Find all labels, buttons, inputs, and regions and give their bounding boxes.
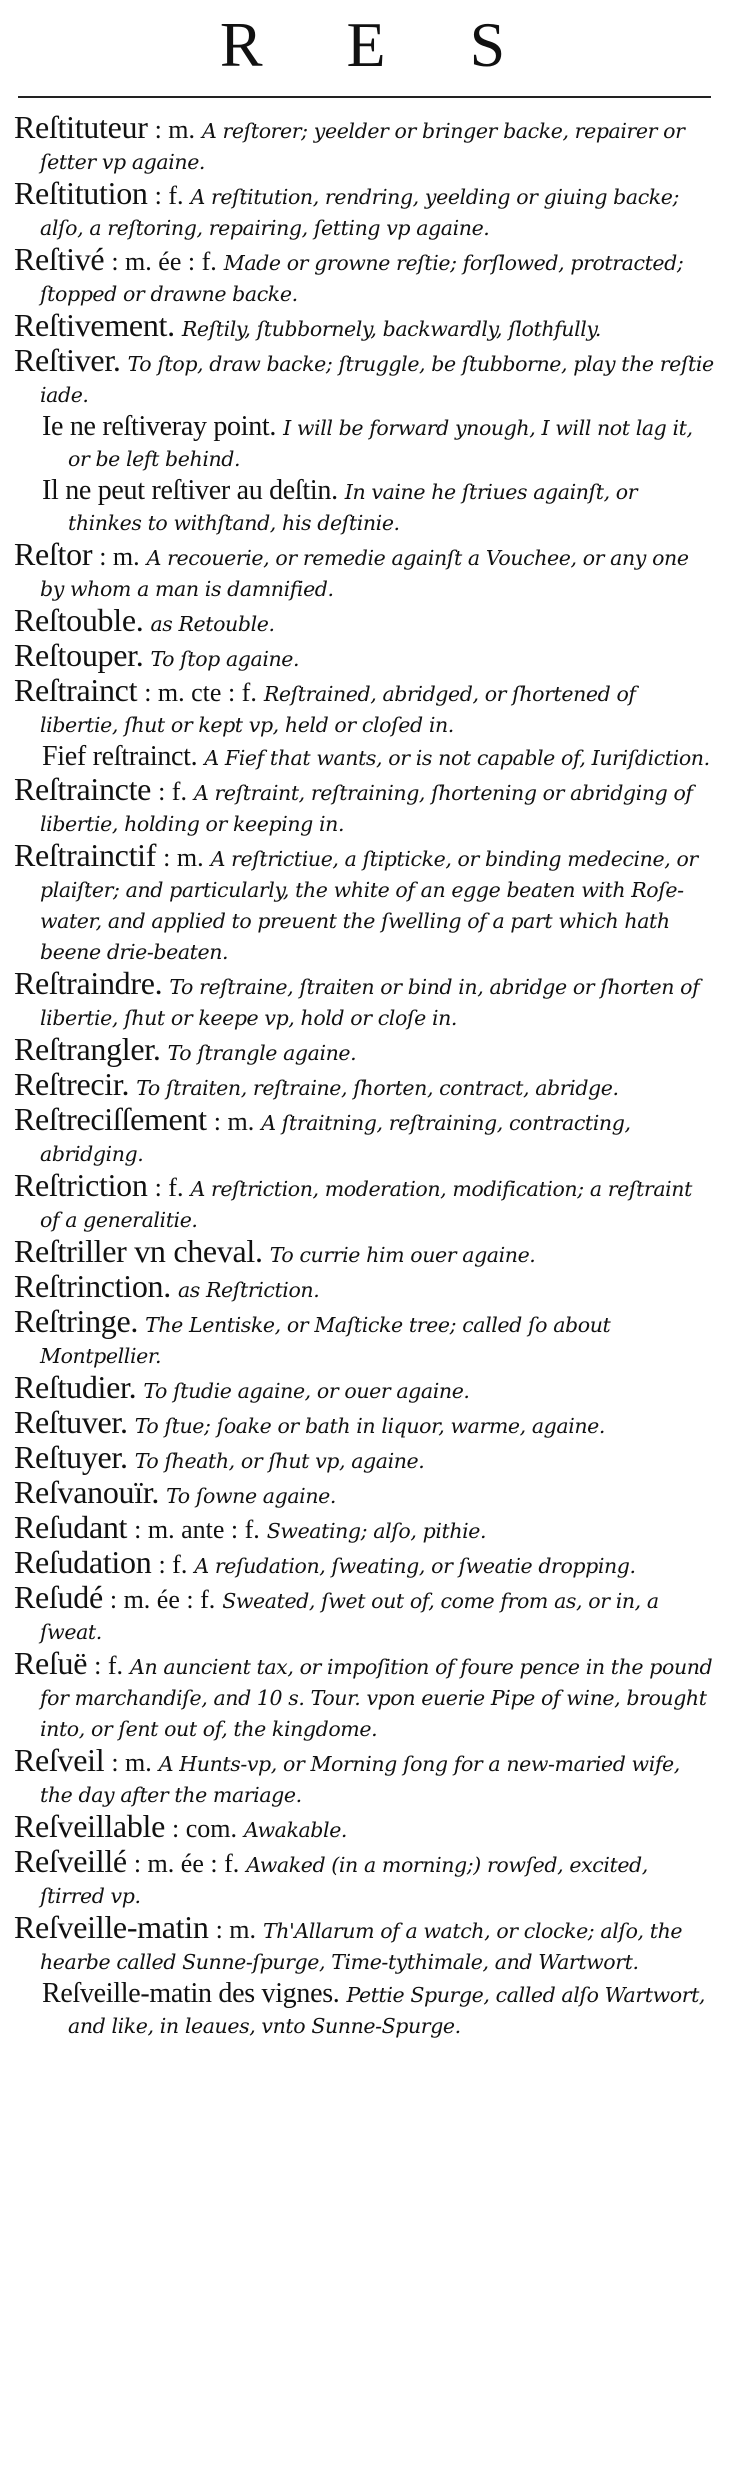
headword: Reſtreciſſement [14, 1101, 207, 1137]
headword: Reſtiver. [14, 342, 121, 378]
dictionary-entry [14, 1909, 715, 1978]
headword: Reſtor [14, 536, 93, 572]
headword: Reſtrangler. [14, 1031, 161, 1067]
headword: Reſtivement. [14, 307, 175, 343]
definition: A recouerie, or remedie againſt a Vouchee, or any one by whom a man is damnified. [40, 546, 689, 601]
headword: Reſtrecir. [14, 1066, 130, 1102]
dictionary-entry [14, 965, 715, 1034]
headword: Reſtriller vn cheval. [14, 1233, 263, 1269]
grammar-note: : m. ante : f. [134, 1515, 260, 1544]
definition: Th'Allarum of a watch, or clocke; alſo, the hearbe called Sunne-ſpurge, Time-tythimale, and Wartwort. [40, 1919, 683, 1974]
definition: Awakable. [244, 1818, 348, 1842]
dictionary-entry [14, 175, 715, 244]
headword: Reſtituteur [14, 109, 148, 145]
grammar-note: : com. [172, 1814, 238, 1843]
grammar-note: : f. [154, 1173, 184, 1202]
definition: In vaine he ſtriues againſt, or thinkes to withſtand, his deſtinie. [68, 480, 638, 535]
grammar-note: : f. [158, 777, 187, 806]
headword: Reſvanouïr. [14, 1474, 160, 1510]
definition: Reſtrained, abridged, or ſhortened of libertie, ſhut or kept vp, held or cloſed in. [40, 682, 636, 737]
grammar-note: : m. [99, 542, 140, 571]
headword: Reſtuver. [14, 1404, 128, 1440]
header-rule [18, 96, 711, 98]
headword: Reſtrinction. [14, 1268, 171, 1304]
headword: Reſudant [14, 1509, 128, 1545]
dictionary-entry [14, 241, 715, 310]
dictionary-entry [14, 1843, 715, 1912]
definition: An auncient tax, or impoſition of foure pence in the pound for marchandiſe, and 10 s. Tour. vpon euerie Pipe of wine, brought into, or ſent out of, the kingdome. [40, 1655, 713, 1741]
grammar-note: : m. cte : f. [144, 678, 257, 707]
headword: Reſtitution [14, 175, 148, 211]
headword: Reſtrainct [14, 672, 138, 708]
dictionary-entry [14, 1101, 715, 1170]
definition: Reſtily, ſtubbornely, backwardly, ſlothfully. [181, 317, 601, 341]
definition: To ſtrangle againe. [167, 1041, 357, 1065]
definition: To ſtraiten, reſtraine, ſhorten, contract, abridge. [136, 1076, 619, 1100]
definition: To ſtop againe. [150, 647, 300, 671]
grammar-note: : f. [154, 181, 184, 210]
grammar-note: : f. [158, 1550, 188, 1579]
definition: Awaked (in a morning;) rowſed, excited, ſtirred vp. [40, 1853, 648, 1908]
headword: Reſtudier. [14, 1369, 137, 1405]
dictionary-entry [14, 342, 715, 411]
headword: Reſveille-matin des vignes. [42, 1978, 340, 2009]
definition: To ſheath, or ſhut vp, againe. [134, 1449, 425, 1473]
headword: Reſudation [14, 1544, 152, 1580]
definition: To reſtraine, ſtraiten or bind in, abridge or ſhorten of libertie, ſhut or keepe vp, hold or cloſe in. [40, 975, 700, 1030]
sub-entry [14, 1978, 715, 2042]
definition: To ſtop, draw backe; ſtruggle, be ſtubborne, play the reſtie iade. [40, 352, 714, 407]
definition: To ſtudie againe, or ouer againe. [143, 1379, 470, 1403]
dictionary-entry [14, 109, 715, 178]
dictionary-entry [14, 1303, 715, 1372]
headword: Reſtouble. [14, 602, 144, 638]
definition: A reſtrictiue, a ſtipticke, or binding medecine, or plaiſter; and particularly, the white of an egge beaten with Roſe-water, and applied to preuent the ſwelling of a part which hath beene drie-beaten. [40, 847, 698, 964]
dictionary-entry [14, 602, 715, 640]
headword: Reſtivé [14, 241, 105, 277]
dictionary-entry [14, 1369, 715, 1407]
definition: Sweating; alſo, pithie. [266, 1519, 487, 1543]
headword: Reſtringe. [14, 1303, 139, 1339]
dictionary-entry [14, 536, 715, 605]
definition: A reſtraint, reſtraining, ſhortening or abridging of libertie, holding or keeping in. [40, 781, 693, 836]
headword: Reſtriction [14, 1167, 148, 1203]
dictionary-entry [14, 1645, 715, 1745]
headword: Ie ne reſtiveray point. [42, 411, 277, 442]
dictionary-entry [14, 307, 715, 345]
dictionary-entry [14, 837, 715, 968]
headword: Reſtrainctif [14, 837, 157, 873]
definition: as Reſtriction. [177, 1278, 320, 1302]
grammar-note: : m. [111, 1748, 152, 1777]
sub-entry [14, 411, 715, 475]
grammar-note: : m. ée : f. [109, 1585, 216, 1614]
definition: Sweated, ſwet out of, come from as, or in, a ſweat. [40, 1589, 659, 1644]
definition: I will be forward ynough, I will not lag it, or be left behind. [68, 416, 693, 471]
headword: Reſtraincte [14, 771, 152, 807]
definition: A Fief that wants, or is not capable of, Iuriſdiction. [204, 746, 710, 770]
definition: To ſowne againe. [166, 1484, 336, 1508]
grammar-note: : m. [163, 843, 204, 872]
dictionary-entry [14, 1167, 715, 1236]
definition: as Retouble. [150, 612, 275, 636]
headword: Reſveillé [14, 1843, 127, 1879]
sub-entry [14, 475, 715, 539]
dictionary-entry [14, 1031, 715, 1069]
headword: Reſuë [14, 1645, 88, 1681]
headword: Fief reſtrainct. [42, 741, 198, 772]
definition: A reſtriction, moderation, modification; a reſtraint of a generalitie. [40, 1177, 692, 1232]
grammar-note: : f. [94, 1651, 124, 1680]
dictionary-entry [14, 1742, 715, 1811]
dictionary-entry [14, 1233, 715, 1271]
definition: To ſtue; ſoake or bath in liquor, warme, againe. [134, 1414, 606, 1438]
running-head: R E S [219, 9, 540, 80]
definition: A reſudation, ſweating, or ſweatie dropping. [194, 1554, 636, 1578]
dictionary-entry [14, 1544, 715, 1582]
definition: A ſtraitning, reſtraining, contracting, abridging. [40, 1111, 631, 1166]
headword: Reſudé [14, 1579, 103, 1615]
headword: Il ne peut reſtiver au deſtin. [42, 475, 338, 506]
dictionary-entry [14, 1066, 715, 1104]
definition: Made or growne reſtie; forſlowed, protracted; ſtopped or drawne backe. [40, 251, 684, 306]
definition: A reſtitution, rendring, yeelding or giuing backe; alſo, a reſtoring, repairing, ſetting vp againe. [40, 185, 680, 240]
dictionary-entry [14, 1509, 715, 1547]
dictionary-entry [14, 672, 715, 741]
headword: Reſtuyer. [14, 1439, 128, 1475]
definition: To currie him ouer againe. [269, 1243, 536, 1267]
dictionary-entry [14, 1474, 715, 1512]
dictionary-entry [14, 1808, 715, 1846]
dictionary-entry [14, 1439, 715, 1477]
dictionary-entry [14, 637, 715, 675]
headword: Reſveil [14, 1742, 105, 1778]
dictionary-entry [14, 1268, 715, 1306]
grammar-note: : m. [154, 115, 196, 144]
dictionary-entry [14, 1404, 715, 1442]
headword: Reſtouper. [14, 637, 144, 673]
entries-list [14, 109, 715, 2042]
grammar-note: : m. [215, 1915, 257, 1944]
definition: Pettie Spurge, called alſo Wartwort, and like, in leaues, vnto Sunne-Spurge. [68, 1983, 706, 2038]
grammar-note: : m. ée : f. [133, 1849, 240, 1878]
dictionary-entry [14, 1579, 715, 1648]
definition: A Hunts-vp, or Morning ſong for a new-maried wife, the day after the mariage. [40, 1752, 680, 1807]
headword: Reſveillable [14, 1808, 166, 1844]
headword: Reſveille-matin [14, 1909, 209, 1945]
definition: The Lentiske, or Maſticke tree; called ſo about Montpellier. [40, 1313, 611, 1368]
headword: Reſtraindre. [14, 965, 163, 1001]
grammar-note: : m. ée : f. [111, 247, 217, 276]
definition: A reſtorer; yeelder or bringer backe, repairer or ſetter vp againe. [40, 119, 685, 174]
grammar-note: : m. [213, 1107, 255, 1136]
dictionary-entry [14, 771, 715, 840]
sub-entry [14, 741, 715, 774]
